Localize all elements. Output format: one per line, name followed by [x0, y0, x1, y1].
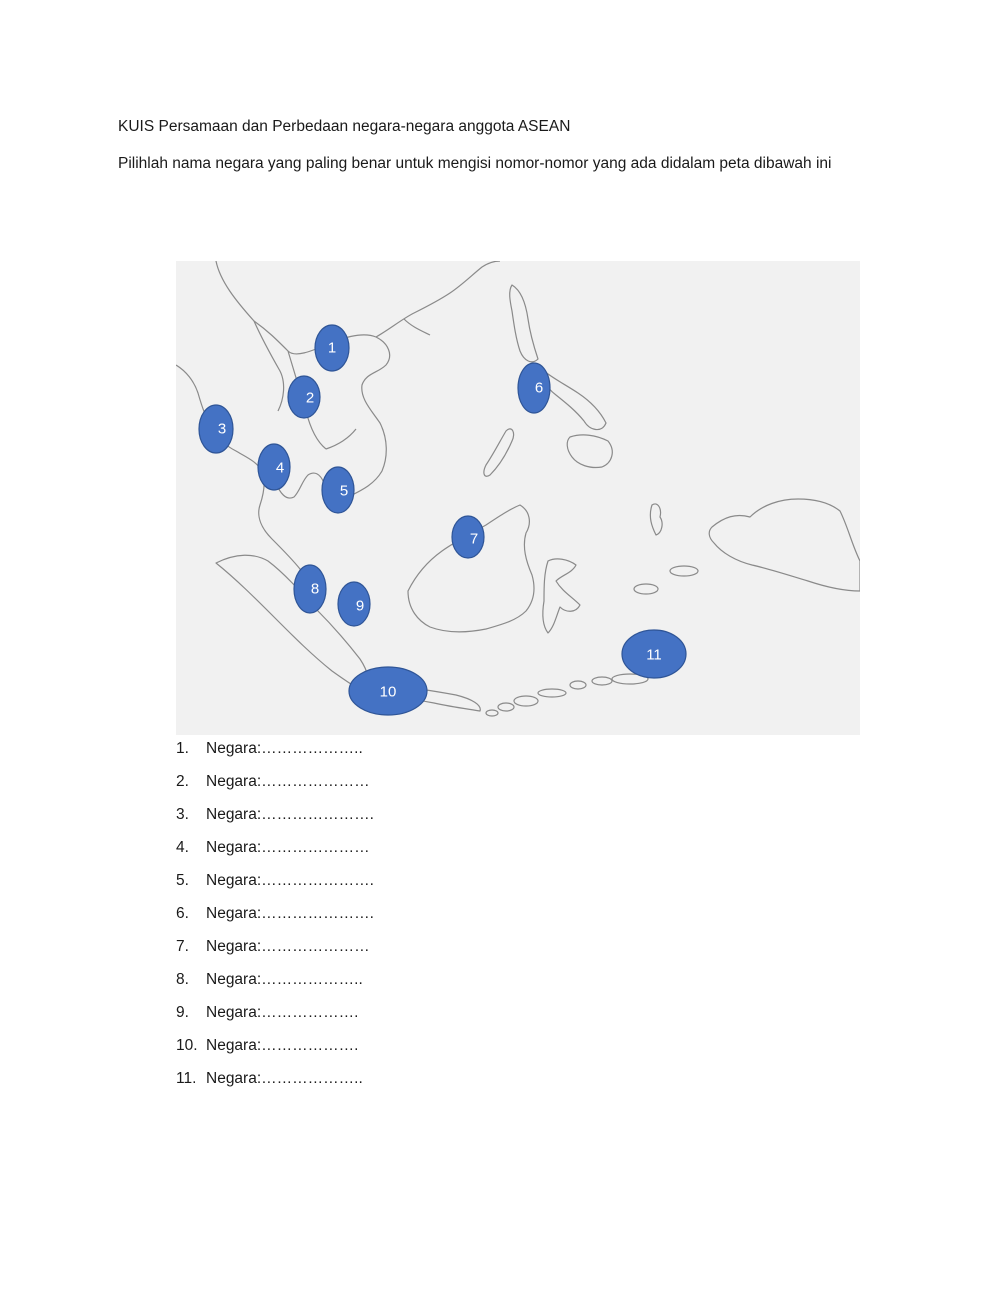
- marker-label-3: 3: [217, 420, 227, 438]
- sumbawa: [514, 696, 538, 706]
- marker-label-7: 7: [469, 530, 479, 548]
- island-c: [570, 681, 586, 689]
- answer-number: 5.: [176, 872, 189, 889]
- answer-item[interactable]: [176, 969, 374, 1002]
- answer-number: 11.: [176, 1070, 197, 1087]
- map-marker-2: [288, 376, 320, 418]
- answer-item[interactable]: [176, 771, 374, 804]
- answer-list: [176, 738, 374, 1101]
- map-marker-10: [349, 667, 427, 715]
- answer-number: 10.: [176, 1037, 198, 1054]
- answer-number: 3.: [176, 806, 189, 823]
- answer-item[interactable]: [176, 1002, 374, 1035]
- answer-item[interactable]: [176, 837, 374, 870]
- marker-label-8: 8: [310, 580, 320, 598]
- answer-blank[interactable]: Negara:……………….: [206, 1037, 359, 1054]
- sulawesi: [543, 559, 580, 633]
- map-marker-4: [258, 444, 290, 490]
- marker-label-2: 2: [305, 389, 315, 407]
- answer-blank[interactable]: Negara:…………………: [206, 839, 370, 856]
- answer-blank[interactable]: Negara:…………………: [206, 938, 370, 955]
- answer-number: 2.: [176, 773, 189, 790]
- marker-label-11: 11: [646, 646, 662, 664]
- answer-number: 9.: [176, 1004, 189, 1021]
- quiz-title: KUIS Persamaan dan Perbedaan negara-negara anggota ASEAN: [118, 118, 571, 135]
- map-marker-9: [338, 582, 370, 626]
- map-marker-6: [518, 363, 550, 413]
- answer-number: 7.: [176, 938, 189, 955]
- halmahera: [650, 504, 662, 535]
- lombok: [498, 703, 514, 711]
- answer-blank[interactable]: Negara:………………….: [206, 905, 374, 922]
- answer-blank[interactable]: Negara:………………..: [206, 740, 363, 757]
- luzon: [510, 285, 538, 362]
- marker-label-4: 4: [275, 459, 285, 477]
- answer-item[interactable]: [176, 1035, 374, 1068]
- marker-label-9: 9: [355, 597, 365, 615]
- answer-item[interactable]: [176, 936, 374, 969]
- visayas: [544, 371, 606, 430]
- asean-map-outline: [176, 261, 860, 735]
- map-marker-3: [199, 405, 233, 453]
- asean-map: [176, 261, 860, 735]
- south-china-coast: [404, 319, 430, 335]
- answer-item[interactable]: [176, 804, 374, 837]
- flores: [538, 689, 566, 697]
- map-marker-1: [315, 325, 349, 371]
- border-c: [254, 321, 284, 411]
- sumatra: [216, 555, 369, 693]
- palawan: [484, 429, 514, 476]
- mindanao: [567, 435, 612, 468]
- answer-blank[interactable]: Negara:…………………: [206, 773, 370, 790]
- marker-label-10: 10: [379, 683, 397, 701]
- answer-blank[interactable]: Negara:………………..: [206, 1070, 363, 1087]
- answer-blank[interactable]: Negara:………………..: [206, 971, 363, 988]
- border-b: [326, 429, 356, 449]
- marker-label-1: 1: [327, 339, 337, 357]
- island-d: [592, 677, 612, 685]
- marker-label-5: 5: [339, 482, 349, 500]
- answer-item[interactable]: [176, 738, 374, 771]
- map-marker-8: [294, 565, 326, 613]
- answer-blank[interactable]: Negara:………………….: [206, 806, 374, 823]
- answer-item[interactable]: [176, 903, 374, 936]
- map-marker-5: [322, 467, 354, 513]
- answer-number: 1.: [176, 740, 189, 757]
- answer-number: 8.: [176, 971, 189, 988]
- map-marker-7: [452, 516, 484, 558]
- island-b: [670, 566, 698, 576]
- quiz-instruction: Pilihlah nama negara yang paling benar untuk mengisi nomor-nomor yang ada didalam peta dibawah ini: [118, 155, 832, 172]
- island-a: [634, 584, 658, 594]
- marker-label-6: 6: [534, 379, 544, 397]
- answer-blank[interactable]: Negara:……………….: [206, 1004, 359, 1021]
- answer-item[interactable]: [176, 870, 374, 903]
- answer-item[interactable]: [176, 1068, 374, 1101]
- answer-number: 4.: [176, 839, 189, 856]
- new-guinea: [709, 499, 860, 591]
- answer-blank[interactable]: Negara:………………….: [206, 872, 374, 889]
- map-marker-11: [622, 630, 686, 678]
- answer-number: 6.: [176, 905, 189, 922]
- china-coast: [376, 261, 500, 337]
- bali: [486, 710, 498, 716]
